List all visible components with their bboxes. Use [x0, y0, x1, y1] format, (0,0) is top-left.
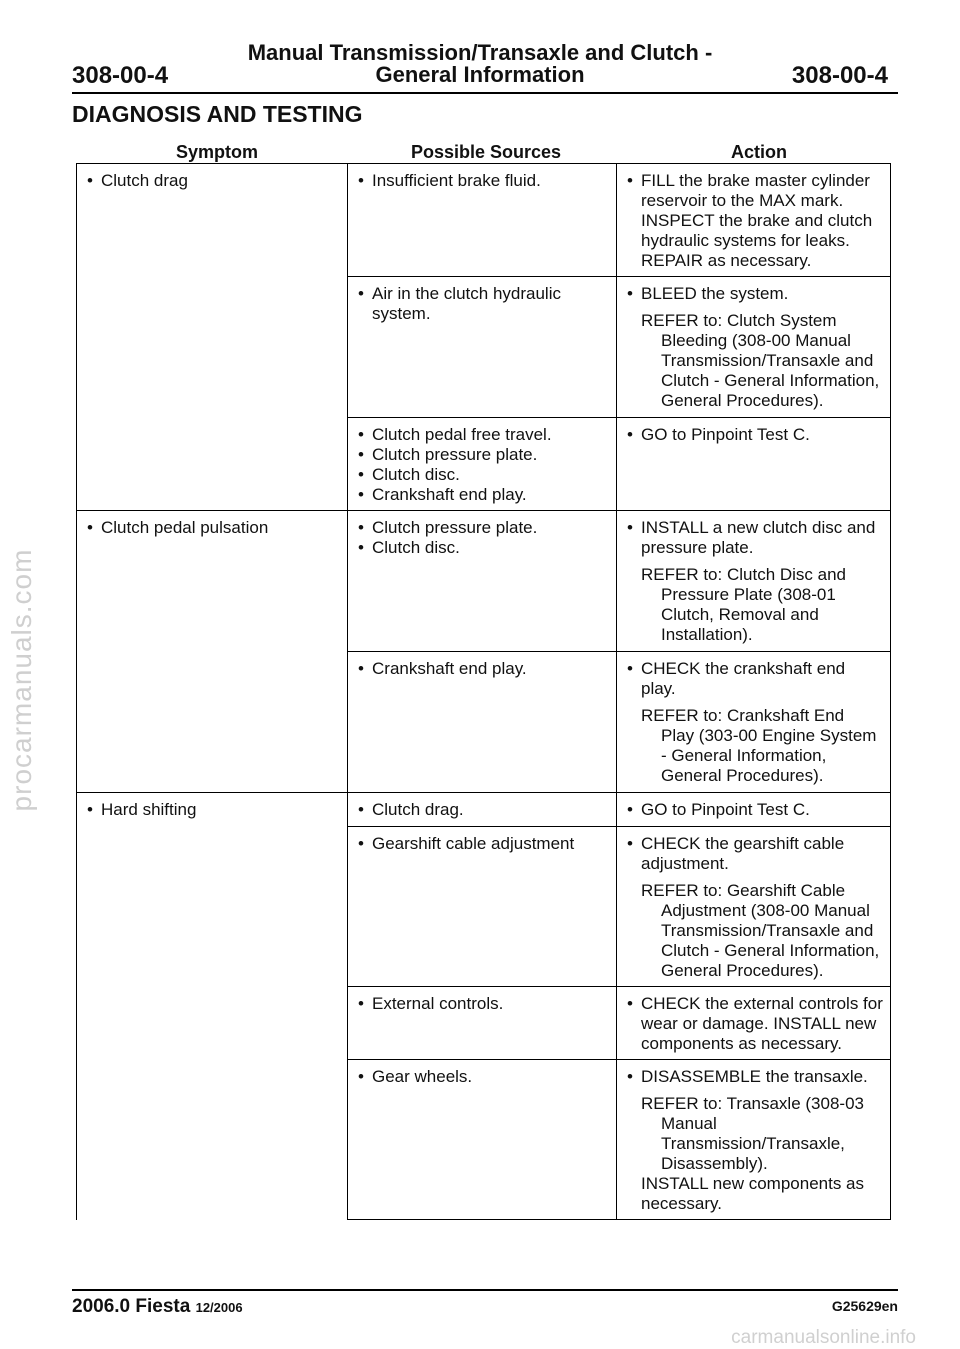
- reference-head: REFER to: Clutch System: [641, 311, 837, 330]
- bottom-watermark: carmanualsonline.info: [731, 1327, 916, 1348]
- footer-model: [72, 1296, 243, 1318]
- section-title: DIAGNOSIS AND TESTING: [72, 101, 363, 127]
- reference-head: REFER to: Crankshaft End: [641, 706, 845, 725]
- sources-cell: [348, 418, 617, 511]
- source-item: • Crankshaft end play.: [356, 485, 610, 505]
- symptom-cell: [77, 511, 348, 793]
- action-text: • GO to Pinpoint Test C.: [625, 800, 884, 820]
- source-item: • Air in the clutch hydraulic system.: [356, 284, 610, 324]
- header-title: Manual Transmission/Transaxle and Clutch -: [247, 40, 713, 65]
- symptom-cell: [77, 793, 348, 1220]
- action-text: • FILL the brake master cylinder reservoir to the MAX mark. INSPECT the brake and clutch hydraulic systems for leaks. REPAIR as necessary.: [625, 171, 884, 271]
- col-header-action: Action: [731, 142, 787, 162]
- action-cell: [617, 827, 891, 987]
- reference: [625, 311, 884, 411]
- action-cell: [617, 1060, 891, 1220]
- action-cell: [617, 277, 891, 418]
- reference: [625, 706, 884, 786]
- sources-cell: [348, 827, 617, 987]
- col-header-sources: Possible Sources: [411, 142, 562, 162]
- action-cell: [617, 511, 891, 652]
- source-item: • Clutch pressure plate.: [356, 445, 610, 465]
- action-cell: [617, 793, 891, 827]
- reference-body: Manual Transmission/Transaxle, Disassembly).: [661, 1114, 845, 1173]
- source-item: • Gearshift cable adjustment: [356, 834, 610, 854]
- sources-cell: [348, 793, 617, 827]
- action-text: • DISASSEMBLE the transaxle.: [625, 1067, 884, 1087]
- reference-head: REFER to: Transaxle (308-03: [641, 1094, 864, 1113]
- sources-cell: [348, 511, 617, 652]
- side-watermark: procarmanuals.com: [6, 548, 37, 812]
- reference: [625, 1094, 884, 1174]
- reference-body: Play (303-00 Engine System - General Information, General Procedures).: [661, 726, 877, 785]
- sources-cell: [348, 277, 617, 418]
- action-cell: [617, 418, 891, 511]
- source-item: • Crankshaft end play.: [356, 659, 610, 679]
- source-item: • Clutch disc.: [356, 538, 610, 558]
- symptom-text: • Hard shifting: [85, 800, 341, 820]
- symptom-text: • Clutch pedal pulsation: [85, 518, 341, 538]
- action-text: • INSTALL a new clutch disc and pressure plate.: [625, 518, 884, 558]
- reference: [625, 881, 884, 981]
- table-row: [77, 793, 891, 827]
- source-item: • Clutch pressure plate.: [356, 518, 610, 538]
- header-subtitle: General Information: [375, 62, 585, 87]
- action-cell: [617, 164, 891, 277]
- page-code-left: 308-00-4: [72, 62, 169, 89]
- action-text: • GO to Pinpoint Test C.: [625, 425, 884, 445]
- footer-model-name: 2006.0 Fiesta: [72, 1296, 191, 1317]
- diagnosis-table: [76, 163, 891, 1220]
- action-text: • CHECK the crankshaft end play.: [625, 659, 884, 699]
- page-code-right: 308-00-4: [791, 62, 888, 89]
- header-rule: [72, 92, 898, 94]
- source-item: • Gear wheels.: [356, 1067, 610, 1087]
- footer-doc-code: G25629en: [831, 1298, 898, 1314]
- reference-body: Pressure Plate (308-01 Clutch, Removal and Installation).: [661, 585, 836, 644]
- action-text: • CHECK the external controls for wear or damage. INSTALL new components as necessary.: [625, 994, 884, 1054]
- action-text: • CHECK the gearshift cable adjustment.: [625, 834, 884, 874]
- source-item: • Clutch pedal free travel.: [356, 425, 610, 445]
- sources-cell: [348, 987, 617, 1060]
- table-row: [77, 164, 891, 277]
- symptom-cell: [77, 164, 348, 511]
- source-item: • External controls.: [356, 994, 610, 1014]
- action-text: • BLEED the system.: [625, 284, 884, 304]
- table-row: [77, 511, 891, 652]
- action-cell: [617, 652, 891, 793]
- reference: [625, 565, 884, 645]
- symptom-text: • Clutch drag: [85, 171, 341, 191]
- action-cell: [617, 987, 891, 1060]
- sources-cell: [348, 164, 617, 277]
- footer-date: 12/2006: [195, 1300, 243, 1315]
- action-followup: INSTALL new components as necessary.: [641, 1174, 865, 1213]
- reference-head: REFER to: Clutch Disc and: [641, 565, 847, 584]
- reference-body: Adjustment (308-00 Manual Transmission/Transaxle and Clutch - General Information, General Procedures).: [661, 901, 880, 980]
- sources-cell: [348, 1060, 617, 1220]
- sources-cell: [348, 652, 617, 793]
- source-item: • Insufficient brake fluid.: [356, 171, 610, 191]
- source-item: • Clutch disc.: [356, 465, 610, 485]
- reference-body: Bleeding (308-00 Manual Transmission/Transaxle and Clutch - General Information, General Procedures).: [661, 331, 880, 410]
- reference-head: REFER to: Gearshift Cable: [641, 881, 846, 900]
- col-header-symptom: Symptom: [176, 142, 259, 162]
- footer-rule: [72, 1289, 898, 1291]
- source-item: • Clutch drag.: [356, 800, 610, 820]
